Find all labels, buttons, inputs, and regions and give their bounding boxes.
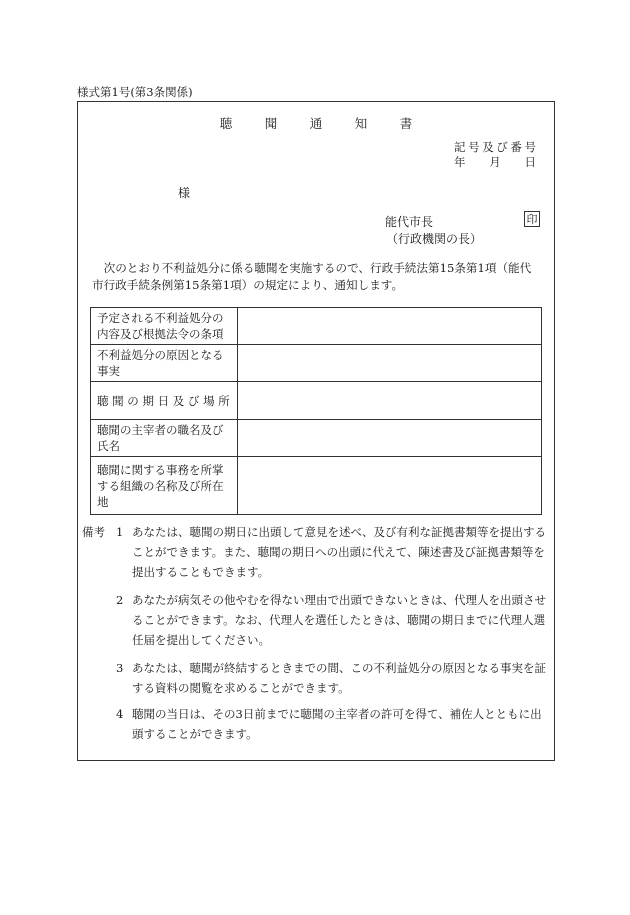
remark-number: 1	[116, 525, 124, 539]
row-label: 不利益処分の原因となる事実	[91, 345, 238, 382]
issuer-note: （行政機関の長）	[386, 232, 483, 246]
table-row	[91, 420, 542, 457]
record-number-label: 記号及び番号	[454, 140, 536, 154]
remark-text: あなたが病気その他やむを得ない理由で出頭できないときは、代理人を出頭させることができます。なお、代理人を選任したときは、聴聞の期日までに代理人選任届を提出してください。	[132, 593, 546, 647]
form-number-label: 様式第1号(第3条関係)	[77, 85, 193, 99]
table-row	[91, 382, 542, 420]
table-row	[91, 308, 542, 345]
remark-number: 3	[116, 661, 124, 675]
row-label: 予定される不利益処分の内容及び根拠法令の条項	[91, 308, 238, 345]
date-label: 年 月 日	[454, 155, 536, 169]
row-value	[238, 420, 542, 457]
title-char: 聞	[264, 116, 278, 131]
remark-number: 4	[116, 707, 124, 721]
title-char: 書	[399, 116, 413, 131]
row-label: 聴聞に関する事務を所掌する組織の名称及び所在地	[91, 457, 238, 515]
row-value	[238, 457, 542, 515]
document-title	[78, 114, 554, 132]
row-value	[238, 382, 542, 420]
issuer-name: 能代市長	[385, 215, 434, 229]
table-row	[91, 345, 542, 382]
remark-text: 聴聞の当日は、その3日前までに聴聞の主宰者の許可を得て、補佐人とともに出頭することができます。	[132, 707, 542, 741]
row-label: 聴 聞 の 期 日 及 び 場 所	[91, 382, 238, 420]
intro-paragraph: 次のとおり不利益処分に係る聴聞を実施するので、行政手続法第15条第1項（能代市行政手続条例第15条第1項）の規定により、通知します。	[92, 261, 532, 292]
table-row	[91, 457, 542, 515]
title-char: 通	[309, 116, 323, 131]
title-char: 聴	[219, 116, 233, 131]
row-label: 聴聞の主宰者の職名及び氏名	[91, 420, 238, 457]
remark-text: あなたは、聴聞の期日に出頭して意見を述べ、及び有利な証拠書類等を提出することができます。また、聴聞の期日への出頭に代えて、陳述書及び証拠書類等を提出することもできます。	[132, 525, 546, 579]
remark-number: 2	[116, 593, 124, 607]
title-char: 知	[354, 116, 368, 131]
remark-text: あなたは、聴聞が終結するときまでの間、この不利益処分の原因となる事実を証する資料の閲覧を求めることができます。	[132, 661, 546, 695]
row-value	[238, 308, 542, 345]
remarks-heading: 備考	[82, 525, 105, 539]
row-value	[238, 345, 542, 382]
hearing-info-table	[90, 307, 542, 515]
addressee-suffix: 様	[178, 186, 191, 200]
notice-form-frame	[77, 101, 555, 761]
seal-mark: 印	[524, 211, 540, 227]
